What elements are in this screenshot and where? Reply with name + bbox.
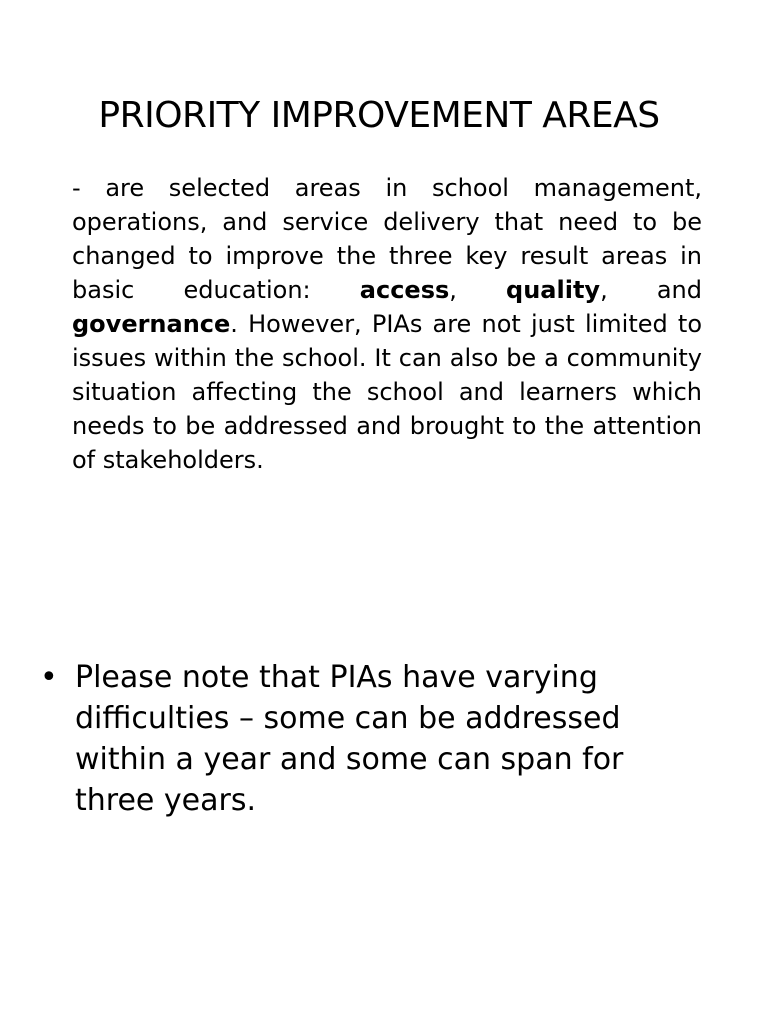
definition-intro: - are selected areas in school management, operations, and service delivery that need to be changed to improve the three key result areas in basic education:	[72, 174, 702, 304]
term-quality: quality	[506, 276, 601, 304]
bullet-list	[40, 657, 710, 821]
definition-separator: , and	[600, 276, 702, 304]
bullet-item	[40, 657, 710, 821]
bullet-text: Please note that PIAs have varying difficulties – some can be addressed within a year and some can span for three years.	[75, 660, 624, 818]
term-governance: governance	[72, 310, 231, 338]
definition-rest: . However, PIAs are not just limited to issues within the school. It can also be a community situation affecting the school and learners which needs to be addressed and brought to the attention of stakeholders.	[72, 310, 702, 474]
bullet-icon: •	[40, 660, 58, 695]
definition-paragraph	[72, 171, 702, 477]
term-access: access	[359, 276, 450, 304]
definition-separator: ,	[449, 276, 507, 304]
slide-title: PRIORITY IMPROVEMENT AREAS	[98, 95, 660, 136]
